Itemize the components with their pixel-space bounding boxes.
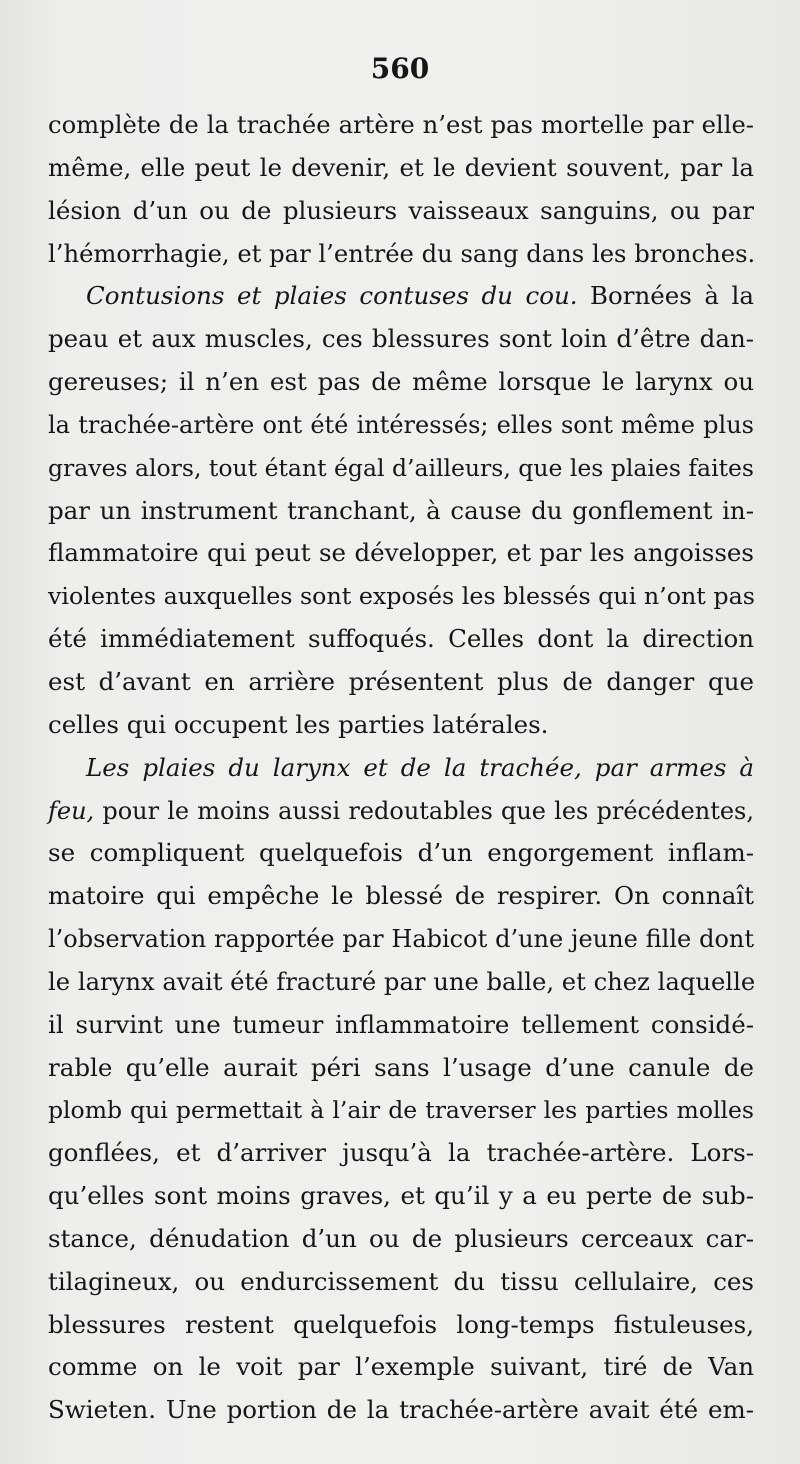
text-line: est d’avant en arrière présentent plus de danger que — [48, 666, 754, 696]
text-line: par un instrument tranchant, à cause du gonflement in- — [48, 495, 754, 525]
text-line: violentes auxquelles sont exposés les blessés qui n’ont pas — [48, 582, 755, 611]
section-title: Contusions et plaies contuses du cou. — [86, 281, 578, 311]
page-number: 560 — [370, 52, 430, 85]
text-line: plomb qui permettait à l’air de traverser les parties molles — [48, 1096, 754, 1125]
text-line: lésion d’un ou de plusieurs vaisseaux sanguins, ou par — [48, 195, 754, 225]
text-line: blessures restent quelquefois long-temps fistuleuses, — [48, 1309, 754, 1339]
text-line: rable qu’elle aurait péri sans l’usage d’une canule de — [48, 1052, 754, 1082]
section-title: Les plaies du larynx et de la trachée, par armes à — [86, 752, 754, 782]
text-line: l’observation rapportée par Habicot d’une jeune fille dont — [48, 925, 754, 954]
text-line: Swieten. Une portion de la trachée-artère avait été em- — [48, 1395, 754, 1425]
text-line: feu, pour le moins aussi redoutables que les précédentes, — [48, 796, 754, 825]
text-line: gonflées, et d’arriver jusqu’à la trachée-artère. Lors- — [48, 1138, 754, 1168]
text-line: été immédiatement suffoqués. Celles dont la direction — [48, 624, 754, 654]
body-text — [48, 104, 754, 1432]
text-line: matoire qui empêche le blessé de respirer. On connaît — [48, 881, 754, 911]
section-title-end: feu, — [48, 796, 95, 825]
text-line: comme on le voit par l’exemple suivant, tiré de Van — [48, 1352, 754, 1382]
text-line: peau et aux muscles, ces blessures sont loin d’être dan- — [48, 324, 754, 354]
text-line: flammatoire qui peut se développer, et par les angoisses — [48, 538, 754, 568]
text-line: même, elle peut le devenir, et le devient souvent, par la — [48, 152, 754, 182]
text-line: gereuses; il n’en est pas de même lorsque le larynx ou — [48, 367, 754, 397]
text-line: la trachée-artère ont été intéressés; elles sont même plus — [48, 410, 754, 439]
text-line: graves alors, tout étant égal d’ailleurs, que les plaies faites — [48, 453, 754, 482]
text-line: le larynx avait été fracturé par une balle, et chez laquelle — [48, 966, 756, 996]
text-line: se compliquent quelquefois d’un engorgement inflam- — [48, 838, 754, 868]
text-line: l’hémorrhagie, et par l’entrée du sang dans les bronches. — [48, 238, 756, 268]
text-line: qu’elles sont moins graves, et qu’il y a eu perte de sub- — [48, 1181, 754, 1211]
text-line: celles qui occupent les parties latérales. — [48, 709, 549, 739]
text-line: stance, dénudation d’un ou de plusieurs cerceaux car- — [48, 1223, 754, 1253]
text-line: tilagineux, ou endurcissement du tissu cellulaire, ces — [48, 1266, 754, 1296]
section-heading-line — [48, 747, 754, 790]
text-line: il survint une tumeur inflammatoire tellement considé- — [48, 1009, 754, 1039]
text-line: complète de la trachée artère n’est pas mortelle par elle- — [48, 110, 754, 139]
section-heading-line: Contusions et plaies contuses du cou. Bornées à la — [86, 281, 755, 311]
